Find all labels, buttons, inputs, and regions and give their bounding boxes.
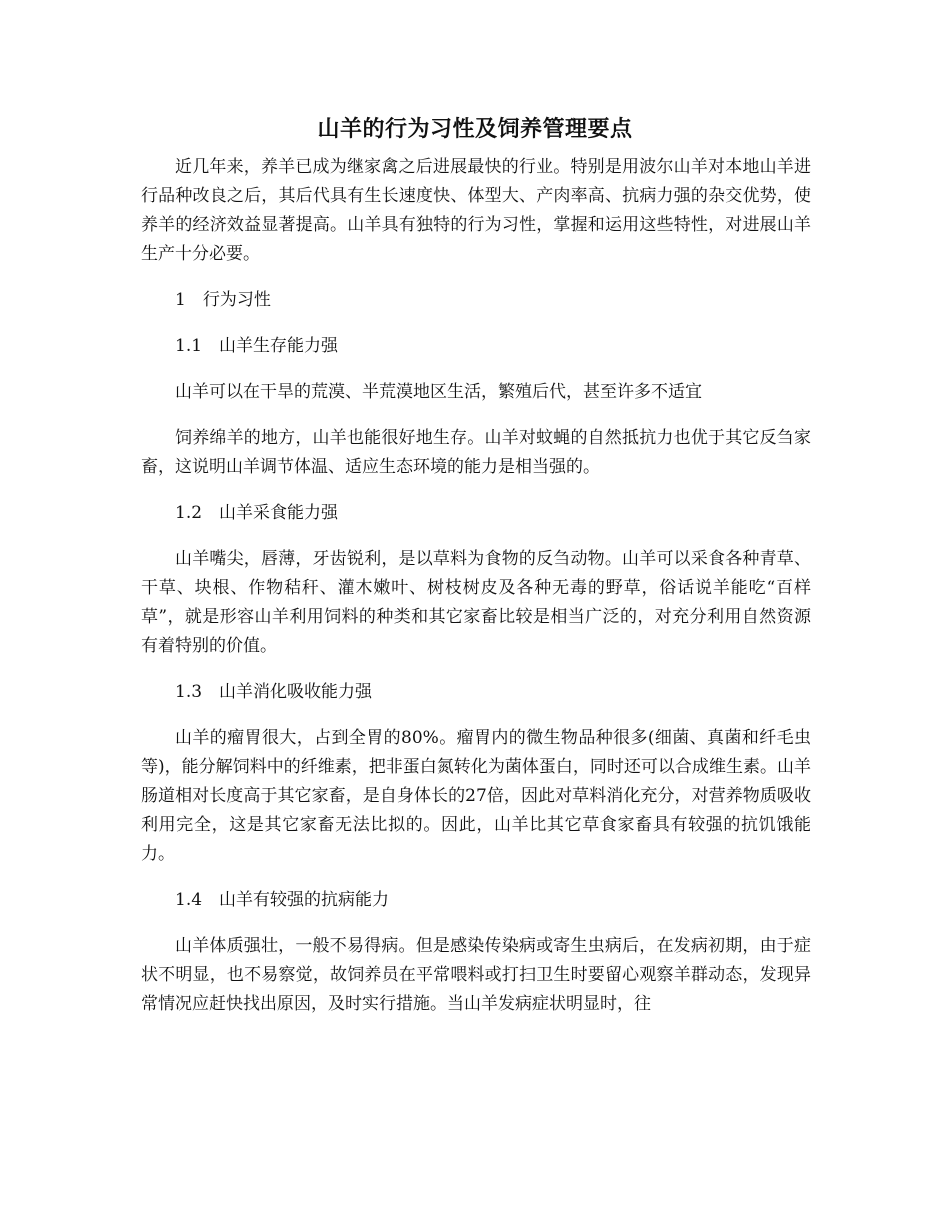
subsection-heading-1-4: 1.4 山羊有较强的抗病能力 bbox=[175, 890, 390, 910]
intro-paragraph: 近几年来，养羊已成为继家禽之后进展最快的行业。特别是用波尔山羊对本地山羊进行品种改良之后，其后代具有生长速度快、体型大、产肉率高、抗病力强的杂交优势，使养羊的经济效益显著提高。山羊具有独特的行为习性，掌握和运用这些特性，对进展山羊生产十分必要。 bbox=[141, 157, 811, 264]
document-title: 山羊的行为习性及饲养管理要点 bbox=[317, 116, 633, 142]
spacer bbox=[141, 407, 811, 424]
section-heading-1: 1 行为习性 bbox=[175, 290, 271, 310]
subsection-heading-1-3: 1.3 山羊消化吸收能力强 bbox=[175, 682, 373, 702]
spacer bbox=[141, 361, 811, 378]
subsection-heading-1-1: 1.1 山羊生存能力强 bbox=[175, 336, 339, 356]
paragraph-1-4: 山羊体质强壮，一般不易得病。但是感染传染病或寄生虫病后，在发病初期，由于症状不明显，也不易察觉，故饲养员在平常喂料或打扫卫生时要留心观察羊群动态，发现异常情况应赶快找出原因，及时实行措施。当山羊发病症状明显时，往 bbox=[141, 936, 811, 1014]
paragraph-1-3: 山羊的瘤胃很大，占到全胃的80%。瘤胃内的微生物品种很多(细菌、真菌和纤毛虫等)，能分解饲料中的纤维素，把非蛋白氮转化为菌体蛋白，同时还可以合成维生素。山羊肠道相对长度高于其它家畜，是自身体长的27倍，因此对草料消化充分，对营养物质吸收利用完全，这是其它家畜无法比拟的。因此，山羊比其它草食家畜具有较强的抗饥饿能力。 bbox=[141, 728, 811, 864]
spacer bbox=[141, 528, 811, 545]
spacer bbox=[141, 869, 811, 886]
spacer bbox=[141, 707, 811, 724]
spacer bbox=[141, 482, 811, 499]
subsection-heading-1-2: 1.2 山羊采食能力强 bbox=[175, 503, 339, 523]
paragraph-1-2: 山羊嘴尖，唇薄，牙齿锐利，是以草料为食物的反刍动物。山羊可以采食各种青草、干草、块根、作物秸秆、灌木嫩叶、树枝树皮及各种无毒的野草，俗话说羊能吃“百样草”，就是形容山羊利用饲料的种类和其它家畜比较是相当广泛的，对充分利用自然资源有着特别的价值。 bbox=[141, 549, 811, 656]
spacer bbox=[141, 915, 811, 932]
paragraph-1-1-b: 饲养绵羊的地方，山羊也能很好地生存。山羊对蚊蝇的自然抵抗力也优于其它反刍家畜，这说明山羊调节体温、适应生态环境的能力是相当强的。 bbox=[141, 428, 811, 477]
spacer bbox=[141, 661, 811, 678]
paragraph-1-1-a: 山羊可以在干旱的荒漠、半荒漠地区生活，繁殖后代，甚至许多不适宜 bbox=[175, 382, 702, 402]
spacer bbox=[141, 315, 811, 332]
document-body bbox=[141, 153, 811, 1019]
spacer bbox=[141, 269, 811, 286]
